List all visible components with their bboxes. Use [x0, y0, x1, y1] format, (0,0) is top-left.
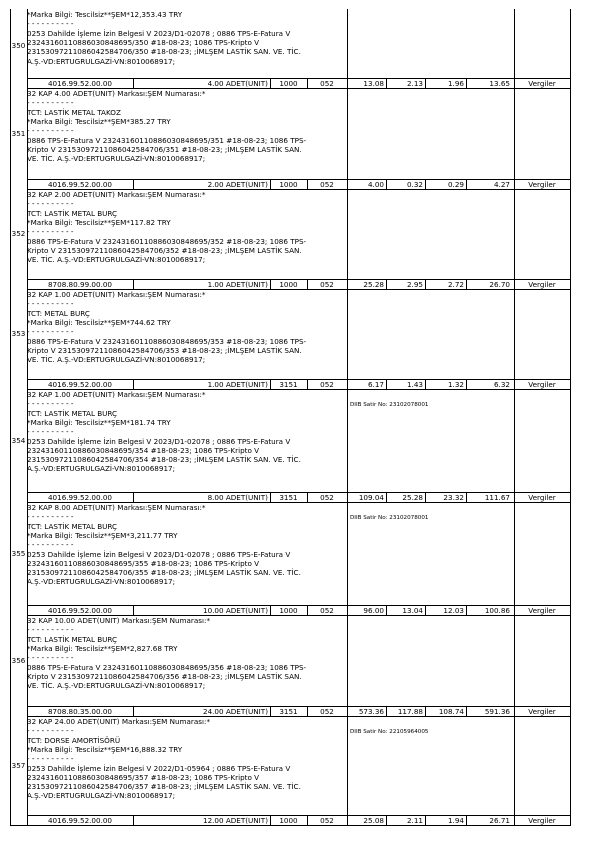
value-3: 23.32: [443, 492, 464, 502]
item-description-line: 0253 Dahilde İşleme İzin Belgesi V 2022/D1-05964 ; 0886 TPS-E-Fatura V: [27, 763, 291, 773]
country-code: 052: [320, 815, 334, 825]
item-description-line: - - - - - - - - - -: [27, 227, 74, 237]
value-1: 6.17: [367, 379, 384, 389]
value-3: 1.94: [447, 815, 464, 825]
item-description-line: TCT: DORSE AMORTİSÖRÜ: [27, 735, 121, 745]
tariff-code: 4016.99.52.00.00: [47, 815, 112, 825]
item-number: 351: [11, 128, 26, 138]
quantity: 1.00 ADET(UNIT): [207, 379, 268, 389]
item-number: 352: [11, 229, 26, 238]
item-description-line: 23243160110886030848695/355 #18-08-23; 1086 TPS-Kripto V: [27, 558, 260, 568]
item-description-line: Kripto V 23153097211086042584706/353 #18-08-23; ;İMLŞEM LASTİK SAN.: [27, 345, 302, 355]
tariff-code: 4016.99.52.00.00: [47, 605, 112, 615]
value-1: 109.04: [358, 492, 384, 502]
item-description-line: - - - - - - - - - -: [27, 726, 74, 736]
value-2: 2.11: [406, 815, 423, 825]
item-description-line: 32 KAP 8.00 ADET(UNIT) Markası:ŞEM Numarası:*: [27, 503, 206, 512]
item-description-line: 0253 Dahilde İşleme İzin Belgesi V 2023/D1-02078 ; 0886 TPS-E-Fatura V: [27, 28, 291, 38]
regime-code: 1000: [279, 279, 298, 289]
diib-line-note: DIIB Satir No: 23102078001: [350, 402, 429, 408]
item-description-line: Kripto V 23153097211086042584706/356 #18-08-23; ;İMLŞEM LASTİK SAN.: [27, 671, 302, 681]
value-3: 2.72: [447, 279, 464, 289]
item-description-line: - - - - - - - - - -: [27, 427, 74, 437]
column-rule: [570, 9, 571, 826]
value-4: 26.71: [489, 815, 510, 825]
value-1: 4.00: [367, 179, 384, 189]
item-description-line: VE. TİC. A.Ş.-VD:ERTUGRULGAZİ-VN:8010068917;: [27, 681, 206, 691]
value-1: 25.08: [363, 815, 384, 825]
value-4: 26.70: [489, 279, 510, 289]
value-2: 13.04: [402, 605, 423, 615]
value-4: 111.67: [484, 492, 510, 502]
item-description-line: VE. TİC. A.Ş.-VD:ERTUGRULGAZİ-VN:8010068917;: [27, 355, 206, 365]
item-description-line: *Marka Bilgi: Tescilsiz**ŞEM*16,888.32 TRY: [27, 744, 183, 754]
item-description-line: 32 KAP 1.00 ADET(UNIT) Markası:ŞEM Numarası:*: [27, 390, 206, 399]
item-description-line: 0886 TPS-E-Fatura V 23243160110886030848695/351 #18-08-23; 1086 TPS-: [27, 135, 307, 145]
item-description-line: A.Ş.-VD:ERTUGRULGAZİ-VN:8010068917;: [27, 577, 176, 587]
summary-row-bottom-rule: [27, 825, 570, 826]
regime-code: 3151: [279, 492, 298, 502]
item-description-line: TCT: LASTİK METAL BURÇ: [27, 208, 118, 218]
item-description-line: A.Ş.-VD:ERTUGRULGAZİ-VN:8010068917;: [27, 791, 176, 801]
item-description-line: TCT: LASTİK METAL TAKOZ: [27, 107, 121, 117]
value-3: 108.74: [438, 706, 464, 716]
item-description-line: 0886 TPS-E-Fatura V 23243160110886030848695/352 #18-08-23; 1086 TPS-: [27, 236, 307, 246]
tariff-code: 4016.99.52.00.00: [47, 379, 112, 389]
item-description-line: - - - - - - - - - -: [27, 754, 74, 764]
value-4: 6.32: [493, 379, 510, 389]
item-description-line: - - - - - - - - - -: [27, 126, 74, 136]
quantity: 8.00 ADET(UNIT): [207, 492, 268, 502]
item-description-line: 23243160110886030848695/354 #18-08-23; 1086 TPS-Kripto V: [27, 445, 260, 455]
country-code: 052: [320, 492, 334, 502]
item-description-line: 32 KAP 2.00 ADET(UNIT) Markası:ŞEM Numarası:*: [27, 190, 206, 199]
diib-line-note: DIIB Satir No: 23102078001: [350, 515, 429, 521]
tariff-code: 4016.99.52.00.00: [47, 179, 112, 189]
item-description-line: *Marka Bilgi: Tescilsiz**ŞEM*385.27 TRY: [27, 116, 171, 126]
item-description-line: 0253 Dahilde İşleme İzin Belgesi V 2023/D1-02078 ; 0886 TPS-E-Fatura V: [27, 549, 291, 559]
quantity: 24.00 ADET(UNIT): [203, 706, 268, 716]
item-description-line: - - - - - - - - - -: [27, 299, 74, 309]
column-rule: [347, 9, 348, 826]
item-description-line: - - - - - - - - - -: [27, 625, 74, 635]
value-4: 13.65: [489, 78, 510, 88]
country-code: 052: [320, 279, 334, 289]
value-1: 96.00: [363, 605, 384, 615]
value-3: 12.03: [443, 605, 464, 615]
tariff-code: 8708.80.35.00.00: [47, 706, 112, 716]
value-3: 1.96: [447, 78, 464, 88]
taxes-label: Vergiler: [528, 492, 556, 502]
item-description-line: *Marka Bilgi: Tescilsiz**ŞEM*3,211.77 TRY: [27, 530, 178, 540]
taxes-label: Vergiler: [528, 379, 556, 389]
regime-code: 1000: [279, 815, 298, 825]
item-description-line: 23153097211086042584706/357 #18-08-23; ;İMLŞEM LASTİK SAN. VE. TİC.: [27, 782, 301, 792]
item-description-line: VE. TİC. A.Ş.-VD:ERTUGRULGAZİ-VN:8010068917;: [27, 255, 206, 265]
item-description-line: *Marka Bilgi: Tescilsiz**ŞEM*12,353.43 TRY: [27, 10, 183, 19]
country-code: 052: [320, 605, 334, 615]
value-4: 4.27: [493, 179, 510, 189]
tariff-code: 4016.99.52.00.00: [47, 492, 112, 502]
item-description-line: A.Ş.-VD:ERTUGRULGAZİ-VN:8010068917;: [27, 464, 176, 474]
regime-code: 1000: [279, 179, 298, 189]
item-description-line: 32 KAP 4.00 ADET(UNIT) Markası:ŞEM Numarası:*: [27, 89, 206, 98]
value-2: 2.13: [406, 78, 423, 88]
taxes-label: Vergiler: [528, 179, 556, 189]
value-1: 573.36: [358, 706, 384, 716]
item-description-line: 23153097211086042584706/350 #18-08-23; ;İMLŞEM LASTİK SAN. VE. TİC.: [27, 47, 301, 57]
item-description-line: TCT: LASTİK METAL BURÇ: [27, 521, 118, 531]
regime-code: 3151: [279, 706, 298, 716]
value-1: 25.28: [363, 279, 384, 289]
item-number: 354: [11, 435, 26, 445]
item-number: 350: [11, 41, 26, 50]
item-description-line: *Marka Bilgi: Tescilsiz**ŞEM*181.74 TRY: [27, 417, 171, 427]
item-description-line: A.Ş.-VD:ERTUGRULGAZİ-VN:8010068917;: [27, 56, 176, 66]
value-2: 117.88: [397, 706, 423, 716]
country-code: 052: [320, 179, 334, 189]
quantity: 4.00 ADET(UNIT): [207, 78, 268, 88]
taxes-label: Vergiler: [528, 78, 556, 88]
value-3: 1.32: [447, 379, 464, 389]
item-description-line: - - - - - - - - - -: [27, 653, 74, 663]
item-description-line: TCT: LASTİK METAL BURÇ: [27, 408, 118, 418]
item-description-line: *Marka Bilgi: Tescilsiz**ŞEM*2,827.68 TRY: [27, 643, 178, 653]
item-description-line: - - - - - - - - - -: [27, 540, 74, 550]
item-description-line: *Marka Bilgi: Tescilsiz**ŞEM*117.82 TRY: [27, 217, 171, 227]
item-description-line: - - - - - - - - - -: [27, 399, 74, 409]
item-description-line: 0886 TPS-E-Fatura V 23243160110886030848695/356 #18-08-23; 1086 TPS-: [27, 662, 307, 672]
value-2: 0.32: [406, 179, 423, 189]
item-description-line: - - - - - - - - - -: [27, 199, 74, 209]
regime-code: 3151: [279, 379, 298, 389]
item-description-line: 0886 TPS-E-Fatura V 23243160110886030848695/353 #18-08-23; 1086 TPS-: [27, 336, 307, 346]
item-description-line: 0253 Dahilde İşleme İzin Belgesi V 2023/D1-02078 ; 0886 TPS-E-Fatura V: [27, 436, 291, 446]
taxes-label: Vergiler: [528, 815, 556, 825]
quantity: 1.00 ADET(UNIT): [207, 279, 268, 289]
item-number: 355: [11, 548, 26, 558]
customs-declaration-sheet: [10, 9, 570, 826]
item-description-line: 23243160110886030848695/357 #18-08-23; 1086 TPS-Kripto V: [27, 772, 260, 782]
taxes-label: Vergiler: [528, 706, 556, 716]
item-description-line: TCT: METAL BURÇ: [27, 308, 90, 318]
diib-line-note: DIIB Satir No: 22105964005: [350, 729, 429, 735]
column-rule: [514, 9, 515, 826]
item-description-line: - - - - - - - - - -: [27, 327, 74, 337]
regime-code: 1000: [279, 605, 298, 615]
item-description-line: TCT: LASTİK METAL BURÇ: [27, 634, 118, 644]
item-description-line: Kripto V 23153097211086042584706/352 #18-08-23; ;İMLŞEM LASTİK SAN.: [27, 245, 302, 255]
taxes-label: Vergiler: [528, 279, 556, 289]
tariff-code: 4016.99.52.00.00: [47, 78, 112, 88]
item-description-line: 32 KAP 10.00 ADET(UNIT) Markası:ŞEM Numarası:*: [27, 616, 211, 625]
item-description-line: 23153097211086042584706/354 #18-08-23; ;İMLŞEM LASTİK SAN. VE. TİC.: [27, 455, 301, 465]
item-description-line: Kripto V 23153097211086042584706/351 #18-08-23; ;İMLŞEM LASTİK SAN.: [27, 144, 302, 154]
country-code: 052: [320, 706, 334, 716]
country-code: 052: [320, 78, 334, 88]
value-2: 2.95: [406, 279, 423, 289]
value-2: 1.43: [406, 379, 423, 389]
item-description-line: *Marka Bilgi: Tescilsiz**ŞEM*744.62 TRY: [27, 317, 171, 327]
value-2: 25.28: [402, 492, 423, 502]
quantity: 10.00 ADET(UNIT): [203, 605, 268, 615]
item-description-line: 23243160110886030848695/350 #18-08-23; 1086 TPS-Kripto V: [27, 37, 260, 47]
quantity: 12.00 ADET(UNIT): [203, 815, 268, 825]
tariff-code: 8708.80.99.00.00: [47, 279, 112, 289]
item-description-line: - - - - - - - - - -: [27, 98, 74, 108]
item-description-line: - - - - - - - - - -: [27, 512, 74, 522]
taxes-label: Vergiler: [528, 605, 556, 615]
country-code: 052: [320, 379, 334, 389]
item-number: 353: [11, 329, 26, 338]
item-number: 356: [11, 655, 26, 665]
item-number: 357: [11, 760, 26, 770]
value-3: 0.29: [447, 179, 464, 189]
value-4: 100.86: [484, 605, 510, 615]
item-description-line: VE. TİC. A.Ş.-VD:ERTUGRULGAZİ-VN:8010068917;: [27, 154, 206, 164]
value-1: 13.08: [363, 78, 384, 88]
quantity: 2.00 ADET(UNIT): [207, 179, 268, 189]
item-description-line: 23153097211086042584706/355 #18-08-23; ;İMLŞEM LASTİK SAN. VE. TİC.: [27, 568, 301, 578]
value-4: 591.36: [484, 706, 510, 716]
item-description-line: 32 KAP 24.00 ADET(UNIT) Markası:ŞEM Numarası:*: [27, 717, 211, 726]
item-description-line: 32 KAP 1.00 ADET(UNIT) Markası:ŞEM Numarası:*: [27, 290, 206, 299]
regime-code: 1000: [279, 78, 298, 88]
item-description-line: - - - - - - - - - -: [27, 19, 74, 29]
